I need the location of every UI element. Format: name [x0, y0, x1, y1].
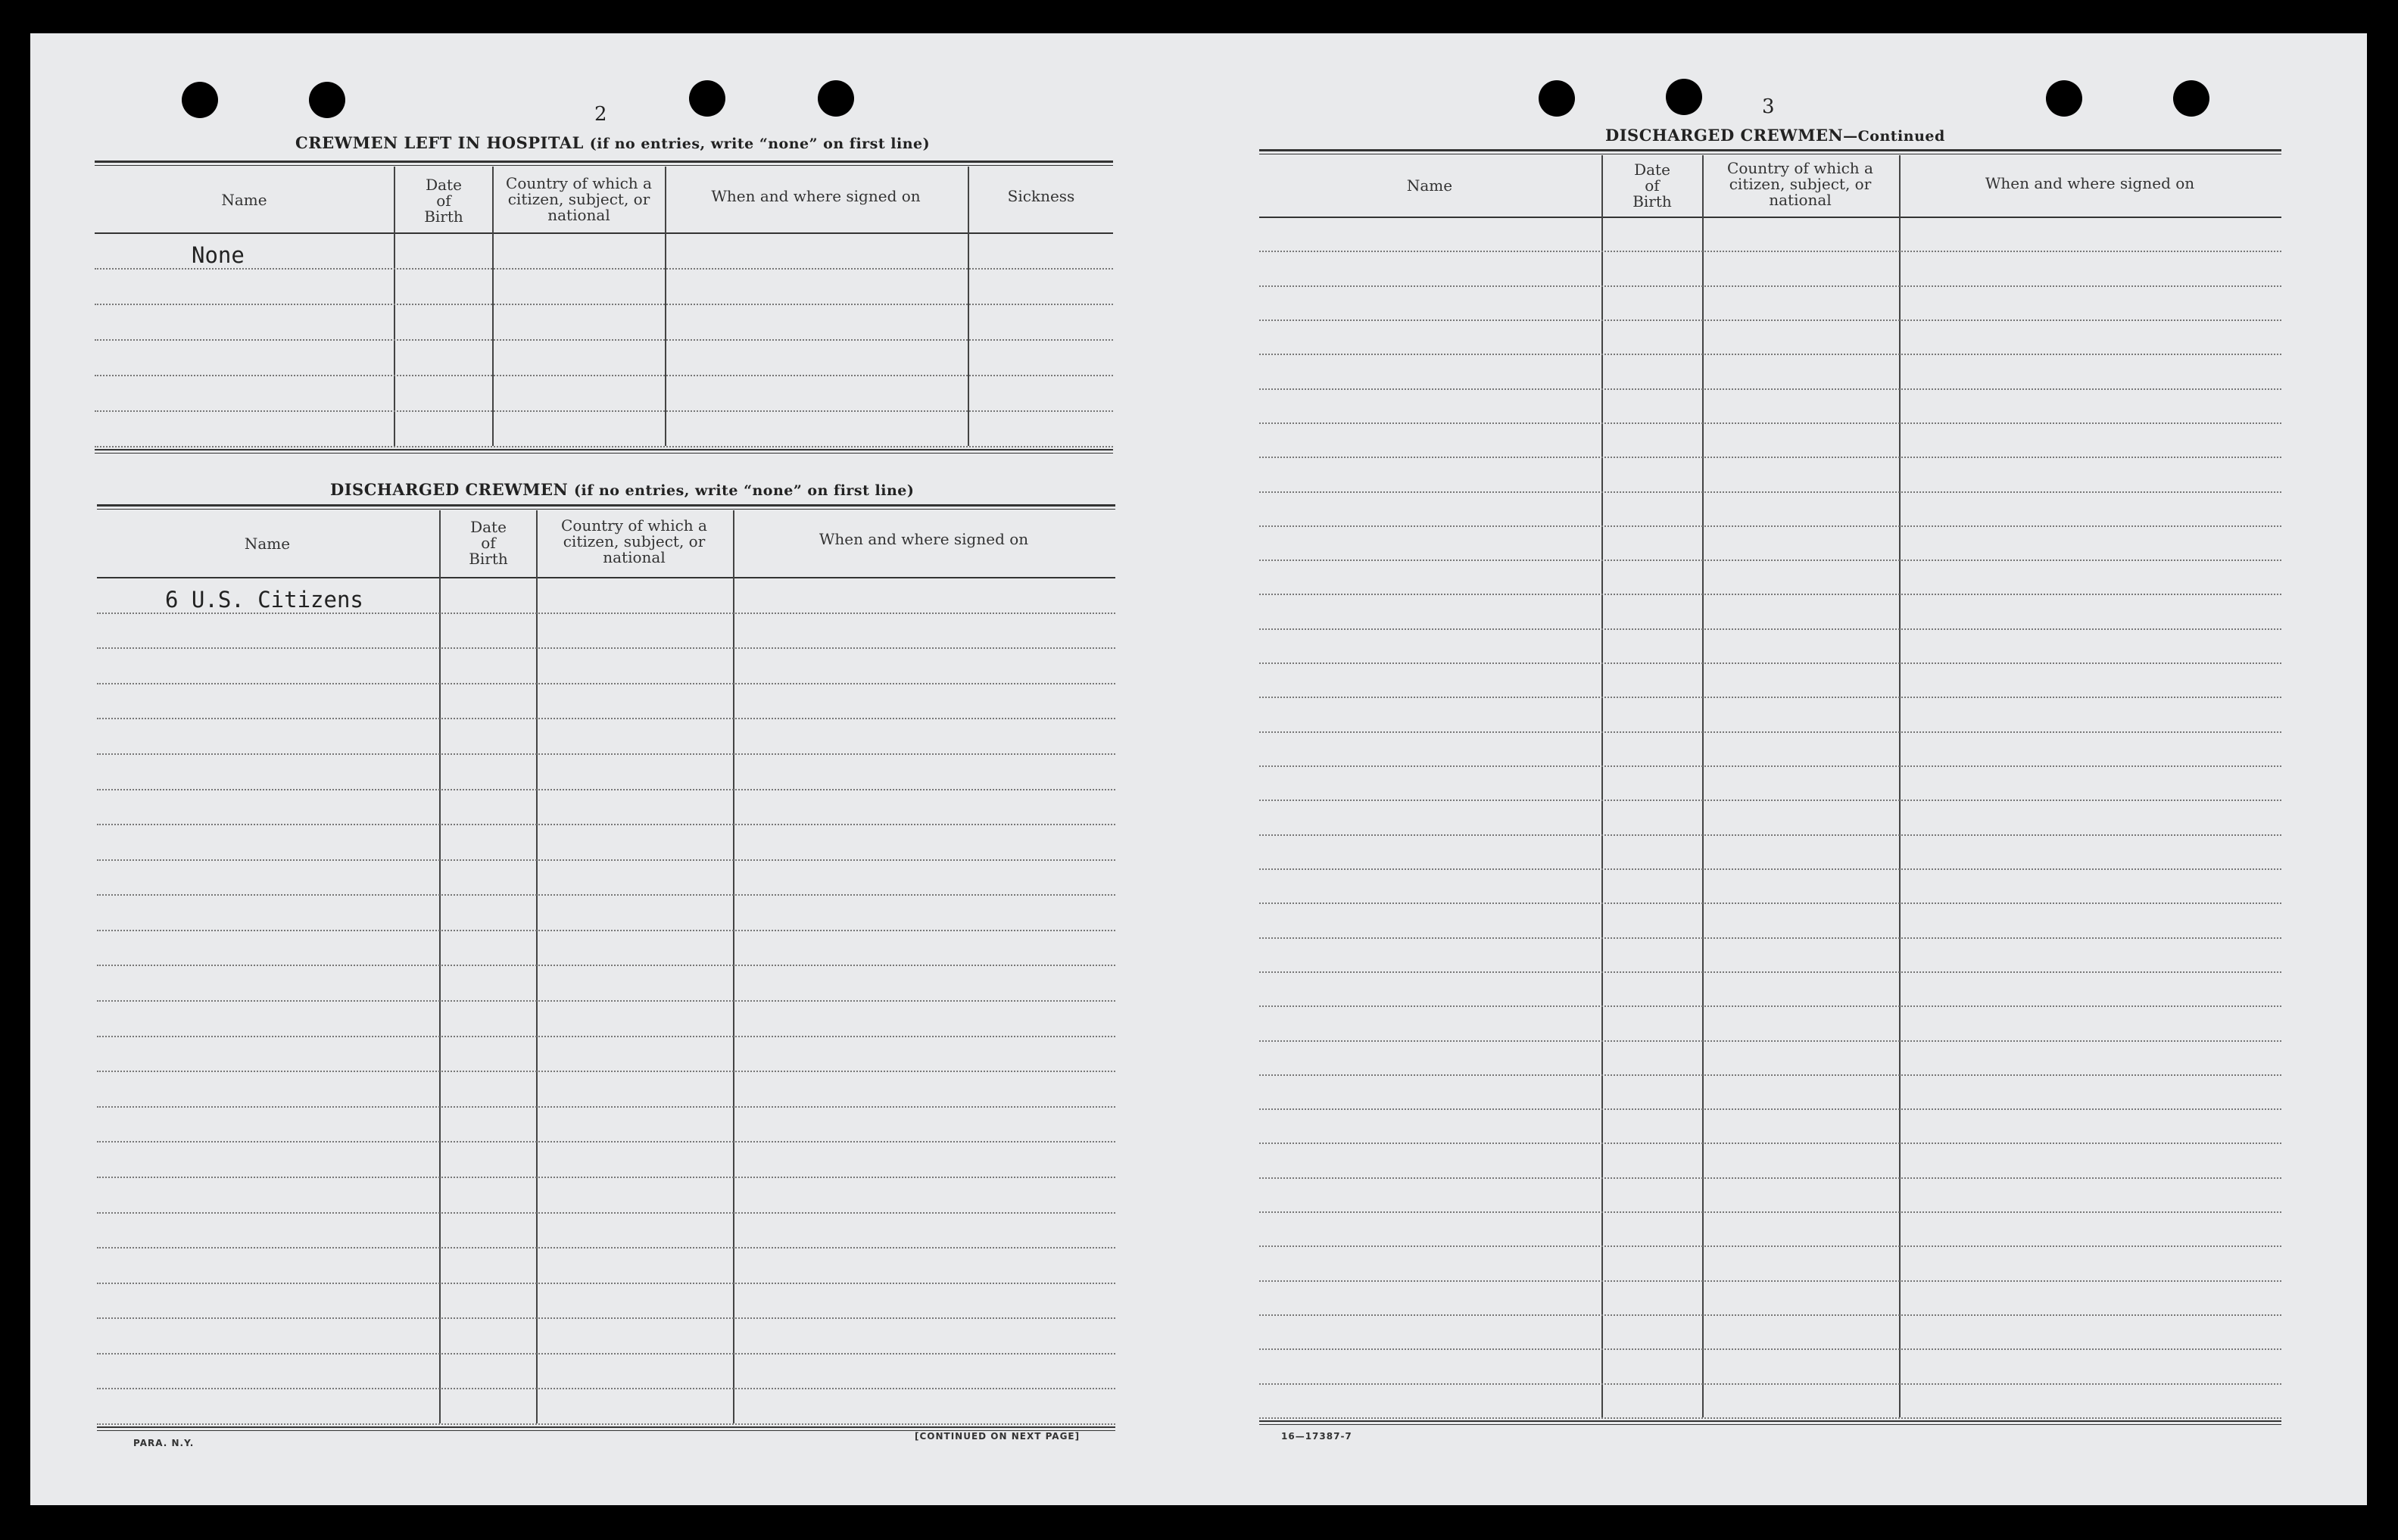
table-bottom-rule [97, 1426, 1115, 1428]
dotted-row-line [1259, 834, 2281, 836]
col-header-name: Name [221, 191, 267, 209]
dotted-row-line [95, 304, 1113, 305]
footer-printer: PARA. N.Y. [133, 1438, 195, 1448]
right-title-text: DISCHARGED CREWMEN [1605, 126, 1844, 145]
dotted-row-line [1259, 731, 2281, 733]
dotted-row-line [1259, 525, 2281, 527]
dotted-row-line [1259, 388, 2281, 390]
dotted-row-line [97, 683, 1115, 684]
dotted-row-line [1259, 1314, 2281, 1316]
table-bottom-rule [95, 449, 1113, 450]
dotted-row-line [95, 375, 1113, 376]
column-divider [665, 167, 666, 446]
dotted-row-line [1259, 800, 2281, 801]
hospital-title-note: (if no entries, write “none” on first line) [589, 136, 931, 152]
dotted-row-line [97, 1283, 1115, 1284]
discharged-title-note: (if no entries, write “none” on first line) [573, 482, 915, 499]
table-top-rule [95, 161, 1113, 163]
right-section-title [1605, 126, 1945, 145]
dotted-row-line [97, 824, 1115, 825]
table-top-rule [1259, 149, 2281, 151]
dotted-row-line [1259, 354, 2281, 355]
table-bottom-rule [1259, 1424, 2281, 1425]
page-number: 2 [594, 103, 607, 126]
dotted-row-line [97, 1071, 1115, 1072]
dotted-row-line [97, 1388, 1115, 1389]
header-rule [97, 577, 1115, 578]
dotted-row-line [1259, 902, 2281, 904]
table-bottom-rule [95, 453, 1113, 454]
dotted-row-line [95, 410, 1113, 412]
dotted-row-line [97, 753, 1115, 755]
header-rule [95, 232, 1113, 234]
header-rule [1259, 217, 2281, 218]
dotted-row-line [1259, 1074, 2281, 1076]
dotted-row-line [1259, 1040, 2281, 1042]
dotted-row-line [1259, 971, 2281, 973]
dotted-row-line [97, 1212, 1115, 1214]
dotted-row-line [97, 1036, 1115, 1037]
dotted-row-line [1259, 1143, 2281, 1144]
column-divider [968, 167, 969, 446]
dotted-row-line [97, 1000, 1115, 1002]
dotted-row-line [95, 339, 1113, 341]
dotted-row-line [1259, 1417, 2281, 1419]
table-top-rule [97, 504, 1115, 507]
dotted-row-line [97, 1317, 1115, 1319]
dotted-row-line [97, 1247, 1115, 1249]
hospital-title-text: CREWMEN LEFT IN HOSPITAL [295, 133, 584, 152]
page-number: 3 [1762, 95, 1775, 118]
dotted-row-line [1259, 457, 2281, 458]
dotted-row-line [97, 1106, 1115, 1108]
punch-hole [1666, 79, 1702, 115]
table-bottom-rule [1259, 1420, 2281, 1422]
right-title-suffix: —Continued [1843, 128, 1945, 145]
dotted-row-line [1259, 628, 2281, 630]
dotted-row-line [1259, 422, 2281, 424]
footer-continued: [CONTINUED ON NEXT PAGE] [915, 1431, 1081, 1442]
dotted-row-line [1259, 594, 2281, 595]
dotted-row-line [97, 1353, 1115, 1355]
hospital-section-title [295, 133, 930, 152]
dotted-row-line [1259, 1108, 2281, 1110]
document-sheet [30, 33, 2367, 1505]
col-header-name: Name [1406, 176, 1453, 195]
dotted-row-line [1259, 1211, 2281, 1213]
discharged-title-text: DISCHARGED CREWMEN [330, 480, 569, 499]
dotted-row-line [97, 1141, 1115, 1143]
col-header-country: Country of which a citizen, subject, or national [561, 516, 707, 566]
table-top-rule [95, 165, 1113, 166]
punch-hole [2173, 80, 2209, 117]
dotted-row-line [1259, 765, 2281, 767]
punch-hole [309, 82, 345, 118]
dotted-row-line [97, 718, 1115, 719]
punch-hole [182, 82, 218, 118]
dotted-row-line [1259, 1245, 2281, 1247]
hospital-entry-name: None [192, 242, 245, 268]
dotted-row-line [97, 1423, 1115, 1425]
dotted-row-line [97, 894, 1115, 896]
col-header-signed-on: When and where signed on [819, 530, 1029, 548]
dotted-row-line [97, 789, 1115, 790]
dotted-row-line [1259, 491, 2281, 493]
dotted-row-line [97, 647, 1115, 649]
dotted-row-line [1259, 1177, 2281, 1179]
dotted-row-line [1259, 320, 2281, 321]
footer-form-number: 16—17387-7 [1281, 1431, 1352, 1442]
dotted-row-line [1259, 937, 2281, 939]
col-header-sickness: Sickness [1007, 187, 1075, 205]
dotted-row-line [95, 268, 1113, 270]
col-header-country: Country of which a citizen, subject, or national [1727, 159, 1873, 209]
table-top-rule [97, 509, 1115, 510]
col-header-date-of-birth: Date of Birth [469, 518, 508, 568]
dotted-row-line [1259, 1383, 2281, 1385]
column-divider [1601, 155, 1603, 1417]
dotted-row-line [1259, 662, 2281, 664]
punch-hole [818, 80, 854, 117]
dotted-row-line [1259, 251, 2281, 252]
dotted-row-line [1259, 697, 2281, 698]
col-header-country: Country of which a citizen, subject, or national [506, 174, 652, 224]
dotted-row-line [1259, 560, 2281, 561]
col-header-signed-on: When and where signed on [1985, 174, 2195, 192]
dotted-row-line [1259, 1348, 2281, 1350]
punch-hole [689, 80, 725, 117]
col-header-date-of-birth: Date of Birth [1632, 161, 1672, 210]
dotted-row-line [97, 965, 1115, 966]
discharged-section-title [330, 480, 914, 499]
column-divider [1702, 155, 1704, 1417]
punch-hole [2046, 80, 2082, 117]
dotted-row-line [1259, 1280, 2281, 1282]
dotted-row-line [95, 446, 1113, 447]
col-header-name: Name [244, 535, 291, 553]
discharged-entry-name: 6 U.S. Citizens [165, 587, 363, 613]
dotted-row-line [1259, 868, 2281, 870]
dotted-row-line [97, 613, 1115, 614]
col-header-date-of-birth: Date of Birth [424, 176, 463, 226]
column-divider [394, 167, 395, 446]
dotted-row-line [97, 859, 1115, 861]
column-divider [492, 167, 494, 446]
punch-hole [1539, 80, 1575, 117]
dotted-row-line [97, 1177, 1115, 1178]
column-divider [1899, 155, 1901, 1417]
dotted-row-line [97, 930, 1115, 931]
dotted-row-line [1259, 1005, 2281, 1007]
col-header-signed-on: When and where signed on [711, 187, 921, 205]
dotted-row-line [1259, 285, 2281, 287]
